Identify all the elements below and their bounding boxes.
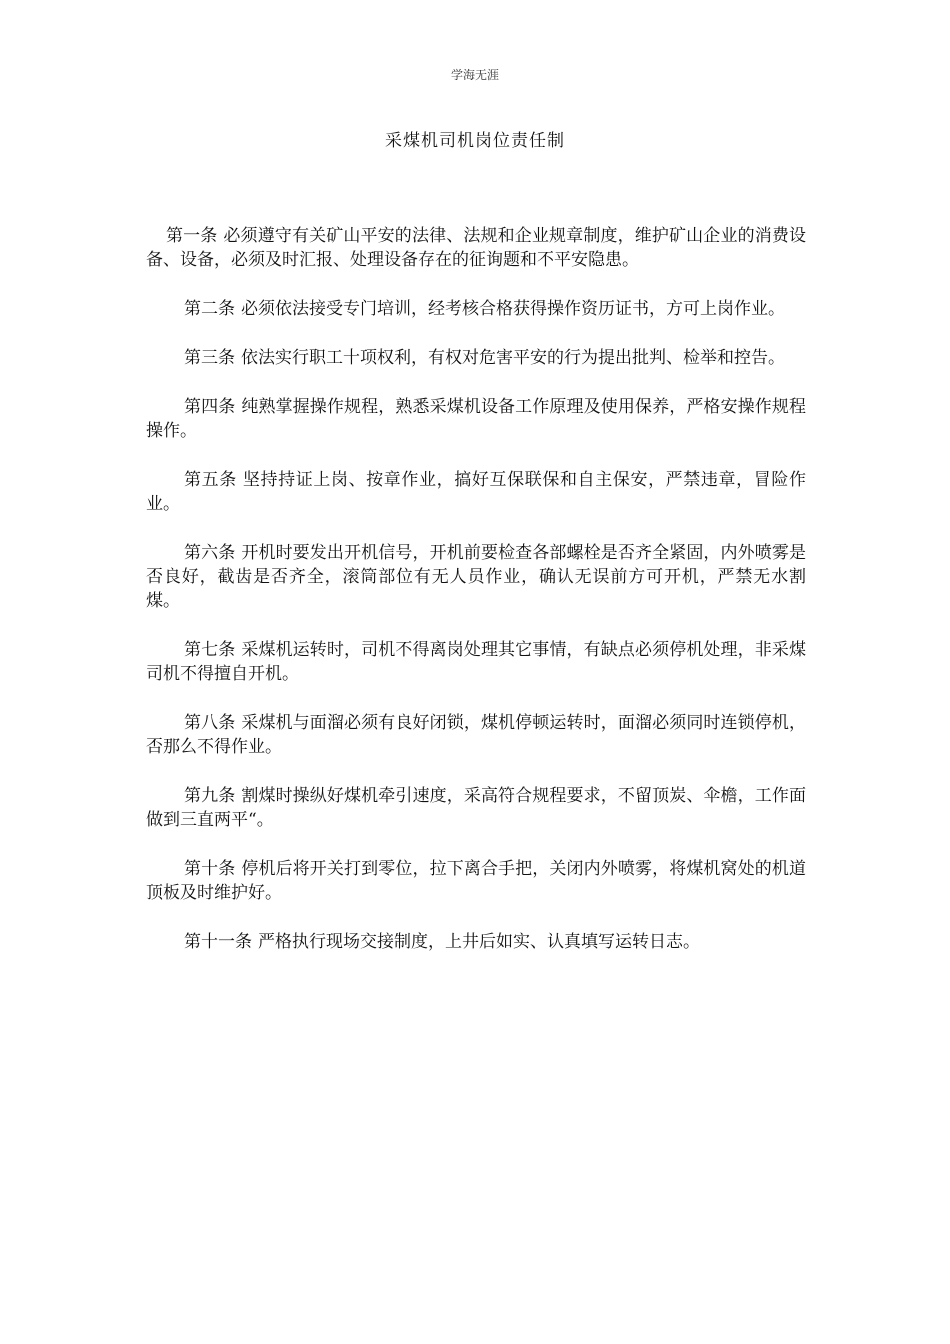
article-text: 纯熟掌握操作规程，熟悉采煤机设备工作原理及使用保养，严格安操作规程操作。	[146, 397, 806, 441]
article-number: 第二条	[184, 299, 235, 319]
article-text: 严格执行现场交接制度，上井后如实、认真填写运转日志。	[258, 932, 700, 952]
article-6	[146, 541, 806, 613]
article-text: 必须依法接受专门培训，经考核合格获得操作资历证书，方可上岗作业。	[241, 299, 785, 319]
article-2	[146, 297, 806, 321]
article-1	[146, 224, 806, 272]
article-number: 第四条	[184, 397, 236, 417]
article-text: 坚持持证上岗、按章作业，搞好互保联保和自主保安，严禁违章，冒险作业。	[146, 470, 807, 514]
article-3	[146, 346, 806, 370]
article-4	[146, 395, 806, 443]
article-8	[146, 711, 806, 759]
article-11	[146, 930, 806, 954]
article-text: 割煤时操纵好煤机牵引速度，采高符合规程要求，不留顶炭、伞檐，工作面做到三直两平“。	[146, 786, 806, 830]
article-text: 采煤机运转时，司机不得离岗处理其它事情，有缺点必须停机处理，非采煤司机不得擅自开机。	[146, 640, 806, 684]
article-9	[146, 784, 806, 832]
document-title: 采煤机司机岗位责任制	[385, 131, 565, 151]
article-number: 第七条	[184, 640, 236, 660]
article-5	[146, 468, 806, 516]
article-number: 第六条	[184, 543, 236, 563]
article-number: 第九条	[184, 786, 236, 806]
article-text: 依法实行职工十项权利，有权对危害平安的行为提出批判、检举和控告。	[241, 348, 785, 368]
article-text: 采煤机与面溜必须有良好闭锁，煤机停顿运转时，面溜必须同时连锁停机，否那么不得作业。	[146, 713, 806, 757]
article-number: 第三条	[184, 348, 235, 368]
document-body	[146, 224, 806, 979]
page-header: 学海无涯	[450, 68, 499, 82]
article-number: 第五条	[184, 470, 237, 490]
article-number: 第十一条	[184, 932, 252, 952]
article-text: 必须遵守有关矿山平安的法律、法规和企业规章制度，维护矿山企业的消费设备、设备，必须及时汇报、处理设备存在的征询题和不平安隐患。	[146, 226, 807, 270]
article-number: 第八条	[184, 713, 236, 733]
article-number: 第一条	[166, 226, 218, 246]
article-text: 开机时要发出开机信号，开机前要检查各部螺栓是否齐全紧固，内外喷雾是否良好，截齿是否齐全，滚筒部位有无人员作业，确认无误前方可开机，严禁无水割煤。	[146, 543, 806, 611]
article-7	[146, 638, 806, 686]
article-10	[146, 857, 806, 905]
article-text: 停机后将开关打到零位，拉下离合手把，关闭内外喷雾，将煤机窝处的机道顶板及时维护好。	[146, 859, 806, 903]
article-number: 第十条	[184, 859, 236, 879]
